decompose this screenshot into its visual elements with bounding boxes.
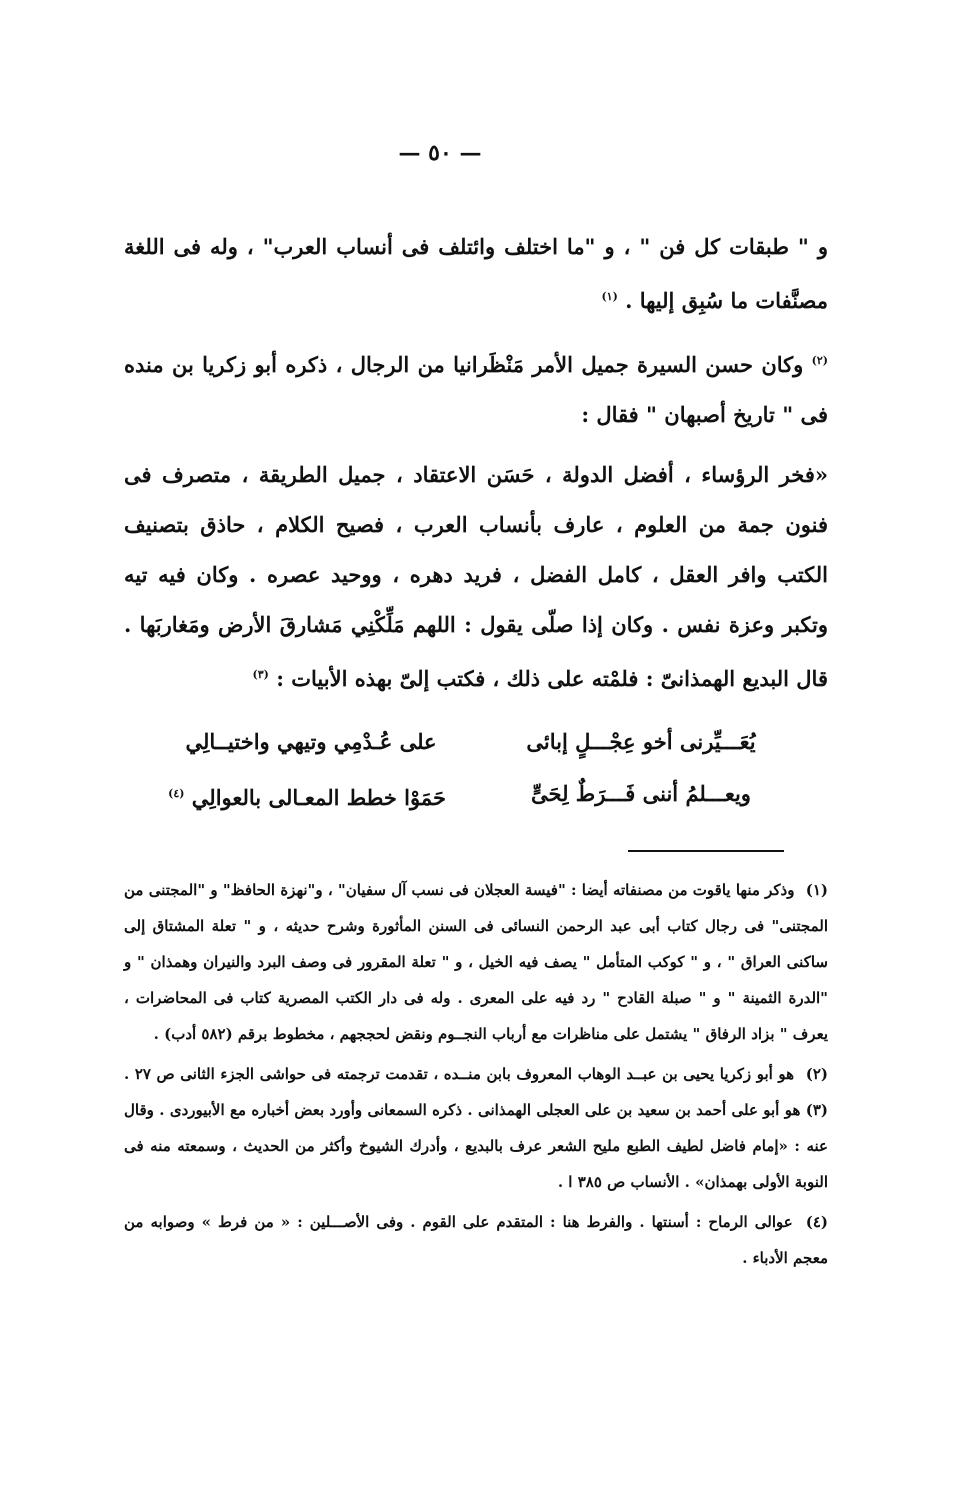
poem xyxy=(168,716,776,824)
footnote-number: (٤) xyxy=(805,1213,828,1231)
footnote-text: هو أبو زكريا يحيى بن عبــد الوهاب المعروف بابن منــده ، تقدمت ترجمته فى حواشى الجزء الثانى ص ٢٧ . (٣) هو أبو على أحمد بن سعيد بن على العجلى الهمذانى . ذكره السمعانى وأورد بعض أخباره مع الأبيوردى . وقال عنه : «إمام فاضل لطيف الطبع مليح الشعر عرف بالبديع ، وأدرك الشيوخ وأكثر من الحديث ، وسمعته منه فى النوبة الأولى بهمذان» . الأنساب ص ٣٨٥ ا . xyxy=(124,1065,828,1191)
paragraph-1 xyxy=(124,222,828,326)
poem-verse xyxy=(168,768,776,824)
footnote-2 xyxy=(124,1056,828,1200)
footnote-ref-3: (٣) xyxy=(252,668,269,681)
footnote-ref-2: (٢) xyxy=(811,354,829,367)
footnote-number: (١) xyxy=(805,881,828,899)
poem-verse xyxy=(176,716,776,768)
paragraph-2 xyxy=(124,336,828,440)
poem-second-hemistich-text: حَمَوْا خطط المعـالى بالعوالِي xyxy=(191,785,446,810)
page-number: — ٥٠ — xyxy=(398,140,482,166)
footnote-1 xyxy=(124,872,828,1052)
footnote-number: (٢) xyxy=(805,1065,828,1083)
paragraph-2-text: وكان حسن السيرة جميل الأمر مَنْظَرانيا من الرجال ، ذكره أبو زكريا بن منده فى " تاريخ أصبهان " فقال : xyxy=(124,352,828,427)
poem-second-hemistich xyxy=(176,716,446,768)
poem-first-hemistich: ويعـــلمُ أننى فَـــرَطٌ لِحَىٍّ xyxy=(531,781,751,806)
poem-second-hemistich-text: على عُـدْمِي وتيهي واختيــالِي xyxy=(185,729,437,754)
footnote-text: وذكر منها ياقوت من مصنفاته أيضا : "فيسة العجلان فى نسب آل سفيان" ، و"نهزة الحافظ" و "المجتنى من المجتنى" فى رجال كتاب أبى عبد الرحمن النسائى فى السنن المأثورة وشرح حديثه ، و " تعلة المشتاق إلى ساكنى العراق " ، و " كوكب المتأمل " يصف فيه الخيل ، و " تعلة المقرور فى وصف البرد والنيران وهمذان " و "الدرة الثمينة " و " صبلة القادح " رد فيه على المعرى . وله فى دار الكتب المصرية كتاب فى المحاضرات ، يعرف " بزاد الرفاق " يشتمل على مناظرات مع أرباب النجــوم ونقض لحججهم ، مخطوط برقم (٥٨٢ أدب) . xyxy=(124,881,828,1043)
paragraph-3 xyxy=(124,450,828,704)
main-text xyxy=(124,222,828,824)
footnotes xyxy=(124,872,828,1280)
paragraph-1-text: و " طبقات كل فن " ، و "ما اختلف وائتلف فى أنساب العرب" ، وله فى اللغة مصنَّفات ما سُبِق إليها . xyxy=(124,234,828,313)
footnote-divider xyxy=(628,850,784,852)
poem-first-hemistich: يُعَـــيِّرنى أخو عِجْـــلٍ إبائى xyxy=(526,729,756,754)
footnote-ref-1: (١) xyxy=(601,290,618,303)
footnote-ref-4: (٤) xyxy=(168,787,185,800)
footnote-text: عوالى الرماح : أسنتها . والفرط هنا : المتقدم على القوم . وفى الأصـــلين : « من فرط » وصوابه من معجم الأدباء . xyxy=(124,1213,828,1267)
footnote-4 xyxy=(124,1204,828,1276)
paragraph-3-text: «فخر الرؤساء ، أفضل الدولة ، حَسَن الاعتقاد ، جميل الطريقة ، متصرف فى فنون جمة من العلوم ، عارف بأنساب العرب ، فصيح الكلام ، حاذق بتصنيف الكتب وافر العقل ، كامل الفضل ، فريد دهره ، ووحيد عصره . وكان فيه تيه وتكبر وعزة نفس . وكان إذا صلّى يقول : اللهم مَلِّكْنِي مَشارقَ الأرض ومَغاربَها . قال البديع الهمذانىّ : فلمْته على ذلك ، فكتب إلىّ بهذه الأبيات : xyxy=(124,462,828,691)
poem-second-hemistich xyxy=(168,768,446,824)
